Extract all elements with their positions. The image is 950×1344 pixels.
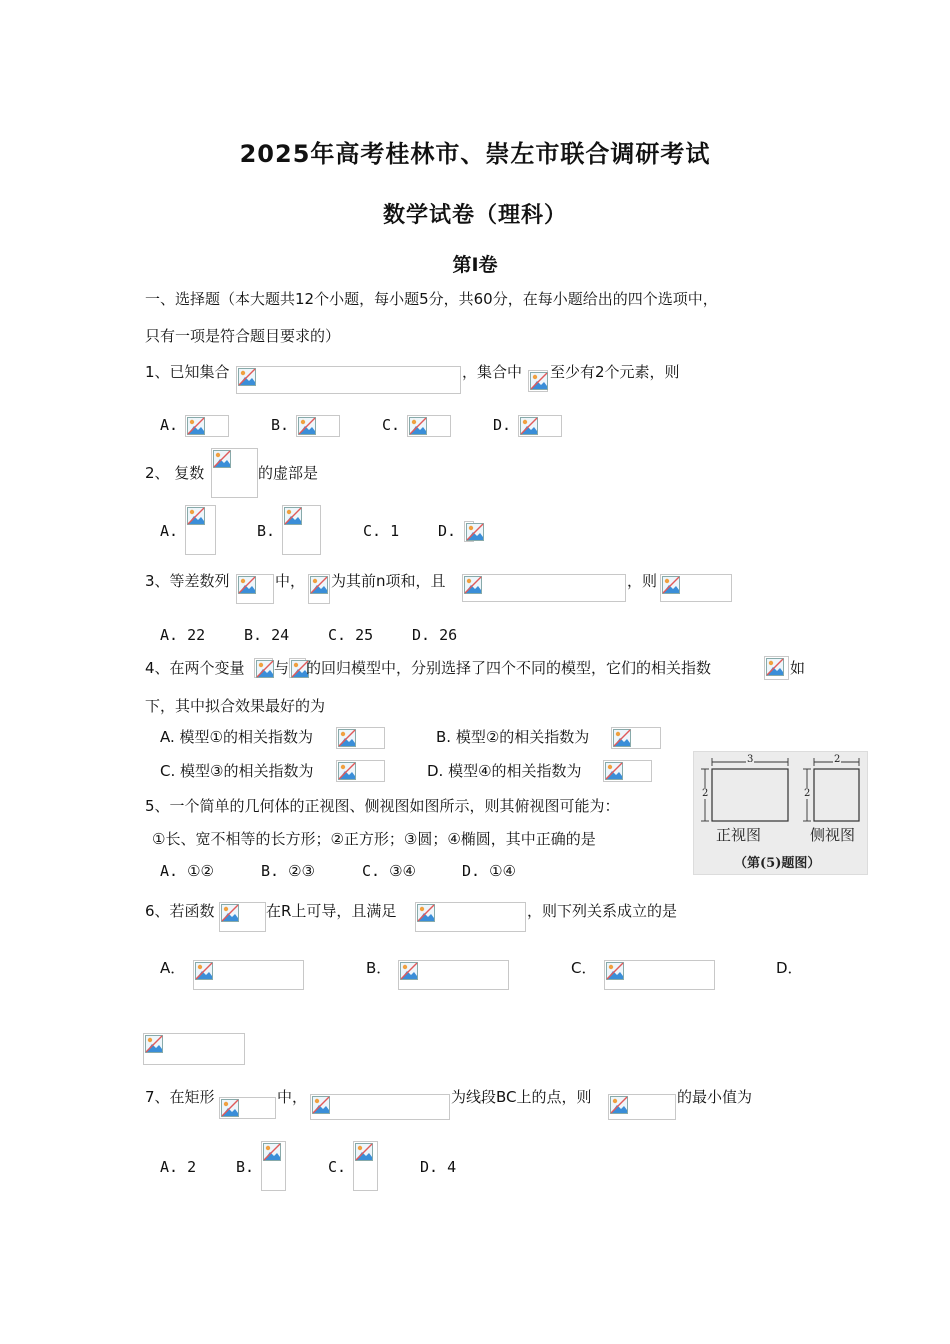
q4-option-a-image	[336, 727, 385, 749]
q7-text-post: 的最小值为	[677, 1088, 753, 1106]
q3-text-m1: 中，	[275, 572, 306, 590]
q2-complex-image	[211, 448, 258, 498]
broken-image-icon	[355, 1143, 373, 1161]
q4-text-line2: 下，其中拟合效果最好的为	[145, 697, 326, 715]
q7-expression-image	[608, 1094, 676, 1120]
q1-option-a: A.	[160, 416, 179, 434]
q3-sum-image	[308, 574, 330, 604]
q6-text-mid: 在R上可导，且满足	[266, 902, 397, 920]
broken-image-icon	[256, 660, 274, 678]
q7-given-image	[310, 1094, 450, 1120]
q2-option-a-image	[185, 505, 216, 555]
q7-option-b-image	[261, 1141, 286, 1191]
q5-option-c: C. ③④	[362, 862, 416, 880]
q4-r-squared-image	[764, 656, 789, 680]
q4-option-b-image	[611, 727, 661, 749]
broken-image-icon	[338, 729, 356, 747]
q5-option-d: D. ①④	[462, 862, 516, 880]
q4-option-c-image	[336, 760, 385, 782]
volume-label: 第Ⅰ卷	[452, 254, 498, 276]
broken-image-icon	[400, 962, 418, 980]
q3-option-a: A. 22	[160, 626, 206, 644]
broken-image-icon	[464, 576, 482, 594]
q4-var-y-image	[289, 658, 306, 678]
broken-image-icon	[409, 417, 427, 435]
q5-text-line1: 5、一个简单的几何体的正视图、侧视图如图所示，则其俯视图可能为：	[145, 797, 620, 815]
q7-option-d: D. 4	[420, 1158, 457, 1176]
broken-image-icon	[187, 417, 205, 435]
q5-figure-caption: （第(5)题图）	[734, 856, 821, 871]
broken-image-icon	[221, 1099, 239, 1117]
q5-side-width-label: 2	[834, 754, 841, 765]
q4-text-post: 如	[790, 659, 806, 677]
q4-text-pre: 4、在两个变量	[145, 659, 245, 677]
q7-rectangle-image	[219, 1097, 276, 1119]
q6-option-c: C．	[571, 959, 597, 977]
q1-option-b-image	[296, 415, 340, 437]
broken-image-icon	[284, 507, 302, 525]
q5-option-a: A. ①②	[160, 862, 214, 880]
q7-option-b: B.	[236, 1158, 255, 1176]
q6-condition-image	[415, 902, 526, 932]
q6-function-image	[219, 902, 266, 932]
q2-option-d: D.	[438, 522, 457, 540]
q1-option-c: C.	[382, 416, 401, 434]
q5-front-view-label: 正视图	[716, 826, 762, 844]
broken-image-icon	[310, 576, 328, 594]
broken-image-icon	[312, 1096, 330, 1114]
q1-option-d-image	[518, 415, 562, 437]
broken-image-icon	[195, 962, 213, 980]
exam-title: 2025年高考桂林市、崇左市联合调研考试	[239, 140, 711, 168]
q6-text-post: ，则下列关系成立的是	[527, 902, 678, 920]
broken-image-icon	[221, 904, 239, 922]
q2-text-pre: 2、 复数	[145, 464, 205, 482]
q6-option-d-image	[143, 1033, 245, 1065]
q4-var-x-image	[254, 658, 273, 678]
q3-target-image	[660, 574, 732, 602]
q1-text-post: 至少有2个元素，则	[550, 363, 680, 381]
broken-image-icon	[613, 729, 631, 747]
q4-text-mid: 的回归模型中，分别选择了四个不同的模型，它们的相关指数	[306, 659, 712, 677]
q6-option-b-image	[398, 960, 509, 990]
q3-text-m2: 为其前n项和，且	[331, 572, 446, 590]
broken-image-icon	[238, 576, 256, 594]
broken-image-icon	[466, 523, 484, 541]
q1-option-b: B.	[271, 416, 290, 434]
q4-option-d-image	[603, 760, 652, 782]
q4-option-a: A. 模型①的相关指数为	[160, 728, 313, 746]
q6-option-d: D．	[776, 959, 803, 977]
q1-element-image	[528, 370, 548, 392]
q1-text-pre: 1、已知集合	[145, 363, 230, 381]
q5-option-b: B. ②③	[261, 862, 315, 880]
q6-option-c-image	[604, 960, 715, 990]
q6-option-a: A．	[160, 959, 186, 977]
broken-image-icon	[520, 417, 538, 435]
broken-image-icon	[213, 450, 231, 468]
broken-image-icon	[338, 762, 356, 780]
broken-image-icon	[238, 368, 256, 386]
q7-text-pre: 7、在矩形	[145, 1088, 215, 1106]
broken-image-icon	[606, 962, 624, 980]
q7-option-c: C.	[328, 1158, 347, 1176]
broken-image-icon	[187, 507, 205, 525]
q1-text-mid: ，集合中	[462, 363, 523, 381]
q3-text-pre: 3、等差数列	[145, 572, 230, 590]
section-instructions-line1: 一、选择题（本大题共12个小题，每小题5分，共60分，在每小题给出的四个选项中，	[145, 290, 718, 308]
q5-three-view-figure	[693, 751, 868, 875]
broken-image-icon	[530, 372, 548, 390]
q7-text-m2: 为线段BC上的点，则	[451, 1088, 592, 1106]
q3-sequence-image	[236, 574, 274, 604]
q4-text-and: 与	[274, 659, 290, 677]
q7-option-c-image	[353, 1141, 378, 1191]
q1-set-image	[236, 366, 461, 394]
q6-option-a-image	[193, 960, 304, 990]
broken-image-icon	[610, 1096, 628, 1114]
broken-image-icon	[298, 417, 316, 435]
q5-side-view-label: 侧视图	[810, 826, 856, 844]
broken-image-icon	[662, 576, 680, 594]
q2-option-a: A.	[160, 522, 179, 540]
q2-option-c: C. 1	[363, 522, 400, 540]
q1-option-a-image	[185, 415, 229, 437]
broken-image-icon	[417, 904, 435, 922]
q3-option-b: B. 24	[244, 626, 290, 644]
q2-option-b-image	[282, 505, 321, 555]
q2-option-d-image	[464, 521, 474, 542]
q4-option-d: D. 模型④的相关指数为	[427, 762, 582, 780]
q3-option-d: D. 26	[412, 626, 458, 644]
q7-option-a: A. 2	[160, 1158, 197, 1176]
broken-image-icon	[263, 1143, 281, 1161]
q2-option-b: B.	[257, 522, 276, 540]
q5-text-line2: ①长、宽不相等的长方形；②正方形；③圆；④椭圆，其中正确的是	[152, 830, 596, 848]
q3-condition-image	[462, 574, 626, 602]
q4-option-c: C. 模型③的相关指数为	[160, 762, 314, 780]
q4-option-b: B. 模型②的相关指数为	[436, 728, 590, 746]
q5-side-height-label: 2	[804, 788, 811, 799]
exam-subtitle: 数学试卷（理科）	[382, 203, 567, 228]
section-instructions-line2: 只有一项是符合题目要求的）	[145, 327, 341, 345]
q3-text-m3: ，则	[627, 572, 658, 590]
q6-text-pre: 6、若函数	[145, 902, 215, 920]
q5-front-width-label: 3	[747, 754, 754, 765]
q6-option-b: B．	[366, 959, 392, 977]
q5-front-height-label: 2	[702, 788, 709, 799]
q7-text-m1: 中，	[277, 1088, 308, 1106]
q1-option-d: D.	[493, 416, 512, 434]
broken-image-icon	[766, 658, 784, 676]
q3-option-c: C. 25	[328, 626, 374, 644]
broken-image-icon	[145, 1035, 163, 1053]
q1-option-c-image	[407, 415, 451, 437]
broken-image-icon	[605, 762, 623, 780]
q2-text-post: 的虚部是	[258, 464, 319, 482]
